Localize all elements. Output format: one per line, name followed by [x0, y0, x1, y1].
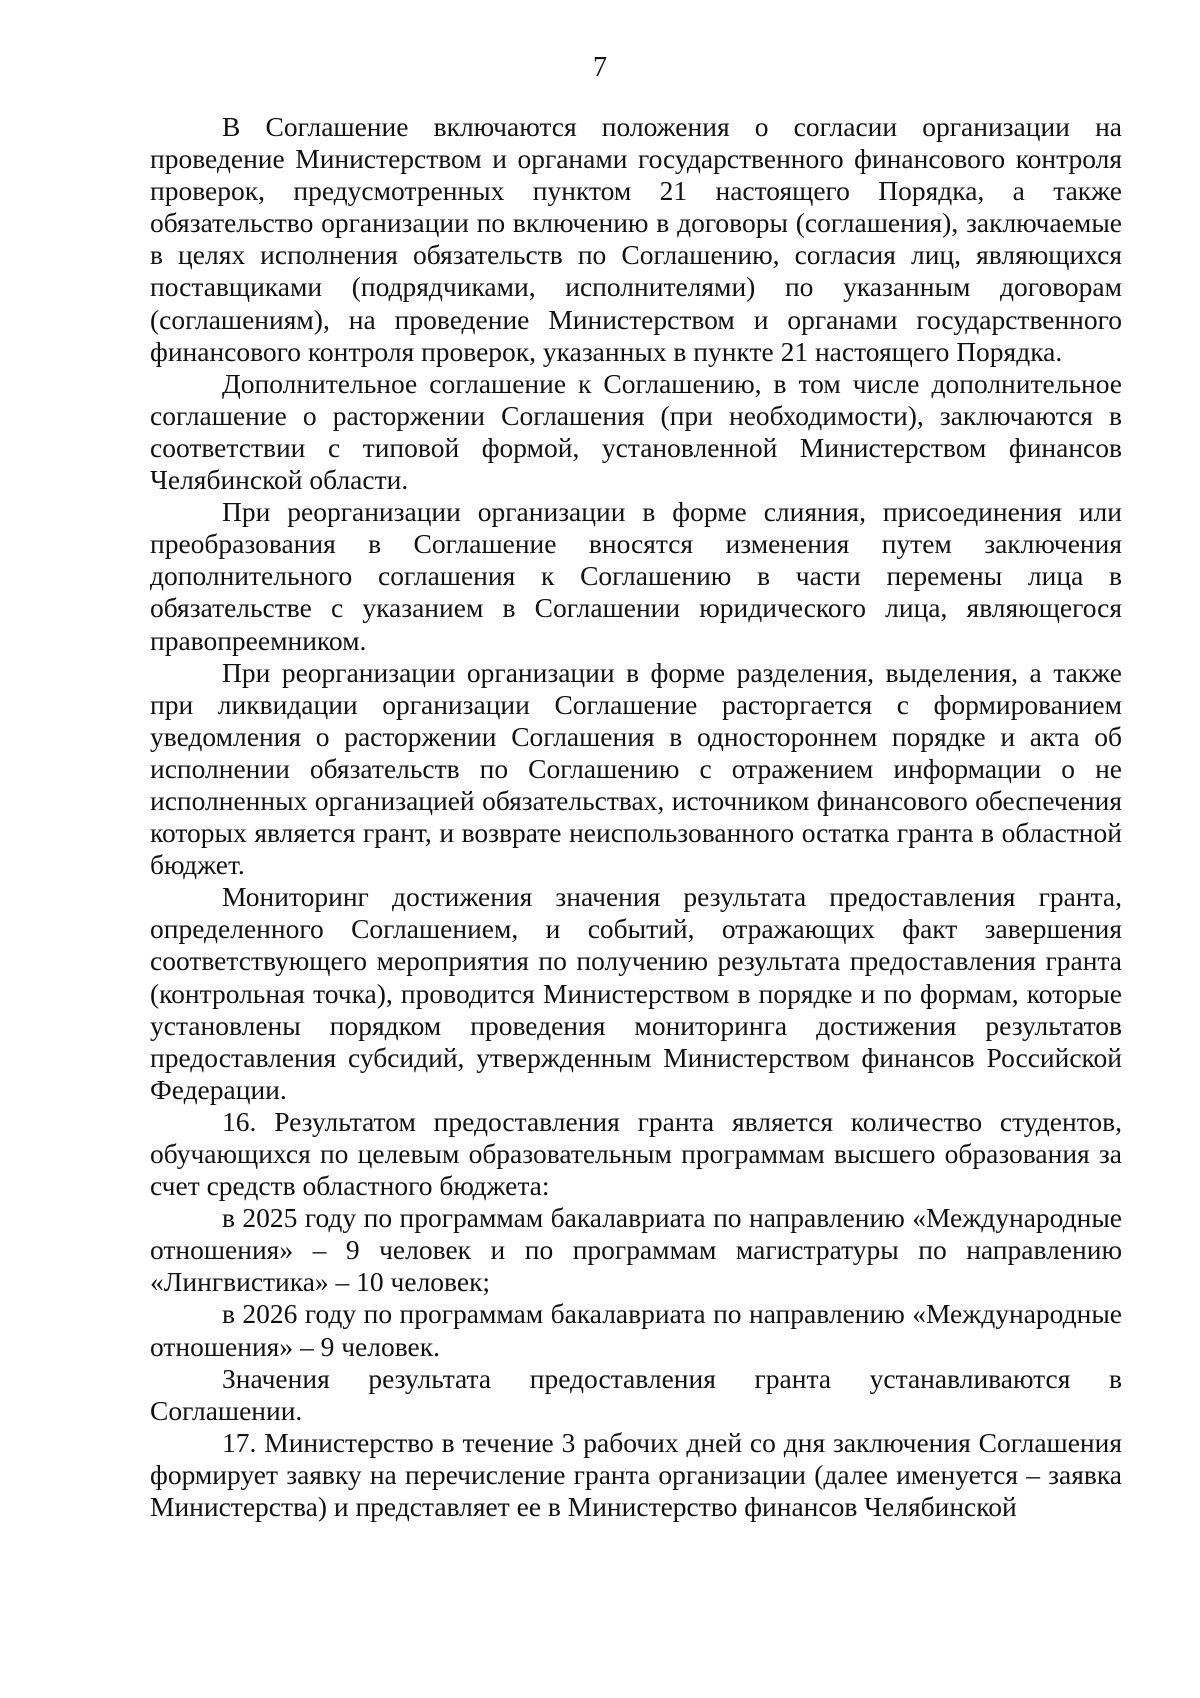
paragraph-year-2025: в 2025 году по программам бакалавриата по направлению «Международные отношения» – 9 человек и по программам магистратуры по направлению «Лингвистика» – 10 человек;	[150, 1202, 1122, 1298]
paragraph-reorganization-merger: При реорганизации организации в форме слияния, присоединения или преобразования в Соглашение вносятся изменения путем заключения дополнительного соглашения к Соглашению в части перемены лица в обязательстве с указанием в Соглашении юридического лица, являющегося правопреемником.	[150, 496, 1122, 656]
paragraph-additional-agreement: Дополнительное соглашение к Соглашению, в том числе дополнительное соглашение о расторжении Соглашения (при необходимости), заключаются в соответствии с типовой формой, установленной Министерством финансов Челябинской области.	[150, 367, 1122, 496]
page-number: 7	[593, 52, 607, 83]
document-body	[150, 111, 1122, 1523]
paragraph-item-16: 16. Результатом предоставления гранта является количество студентов, обучающихся по целевым образовательным программам высшего образования за счет средств областного бюджета:	[150, 1105, 1122, 1202]
paragraph-agreement-provisions: В Соглашение включаются положения о согласии организации на проведение Министерством и органами государственного финансового контроля проверок, предусмотренных пунктом 21 настоящего Порядка, а также обязательство организации по включению в договоры (соглашения), заключаемые в целях исполнения обязательств по Соглашению, согласия лиц, являющихся поставщиками (подрядчиками, исполнителями) по указанным договорам (соглашениям), на проведение Министерством и органами государственного финансового контроля проверок, указанных в пункте 21 настоящего Порядка.	[150, 111, 1122, 367]
paragraph-result-values: Значения результата предоставления гранта устанавливаются в Соглашении.	[150, 1362, 1122, 1426]
paragraph-year-2026: в 2026 году по программам бакалавриата по направлению «Международные отношения» – 9 человек.	[150, 1298, 1122, 1362]
paragraph-item-17: 17. Министерство в течение 3 рабочих дней со дня заключения Соглашения формирует заявку на перечисление гранта организации (далее именуется – заявка Министерства) и представляет ее в Министерство финансов Челябинской	[150, 1426, 1122, 1523]
paragraph-monitoring: Мониторинг достижения значения результата предоставления гранта, определенного Соглашением, и событий, отражающих факт завершения соответствующего мероприятия по получению результата предоставления гранта (контрольная точка), проводится Министерством в порядке и по формам, которые установлены порядком проведения мониторинга достижения результатов предоставления субсидий, утвержденным Министерством финансов Российской Федерации.	[150, 881, 1122, 1105]
paragraph-reorganization-division: При реорганизации организации в форме разделения, выделения, а также при ликвидации организации Соглашение расторгается с формированием уведомления о расторжении Соглашения в одностороннем порядке и акта об исполнении обязательств по Соглашению с отражением информации о не исполненных организацией обязательствах, источником финансового обеспечения которых является грант, и возврате неиспользованного остатка гранта в областной бюджет.	[150, 656, 1122, 881]
